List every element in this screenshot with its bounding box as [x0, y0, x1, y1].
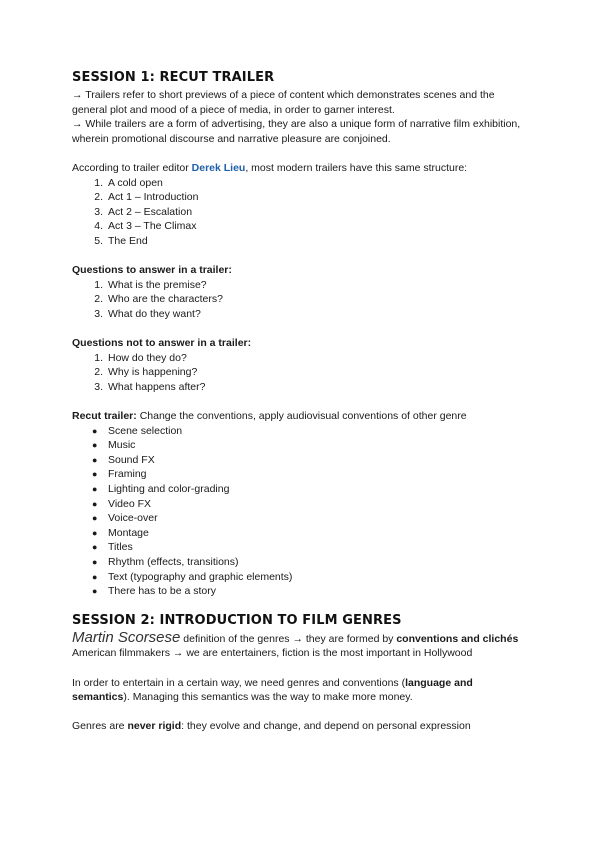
list-item: 1. What is the premise?	[94, 278, 207, 291]
not-answer-heading: Questions not to answer in a trailer:	[72, 337, 252, 350]
list-item: ● Voice-over	[92, 512, 158, 525]
recut-definition: Recut trailer: Change the conventions, apply audiovisual conventions of other genre	[72, 410, 467, 423]
list-item: ● Music	[92, 439, 136, 452]
list-item: 1. How do they do?	[94, 351, 187, 364]
recut-list	[72, 424, 528, 599]
not-answer-list	[72, 351, 528, 395]
list-item: ● Montage	[92, 526, 149, 539]
american-filmmakers: American filmmakers → we are entertainers, fiction is the most important in Hollywood	[72, 647, 473, 660]
trailer-intro-2: → While trailers are a form of advertising, they are also a unique form of narrative film exhibition, wherein promotional discourse and narrative pleasure are conjoined.	[72, 118, 521, 145]
session2-title: SESSION 2: INTRODUCTION TO FILM GENRES	[72, 612, 402, 628]
scorsese-definition: Martin Scorsese definition of the genres → they are formed by conventions and clichés	[72, 628, 519, 646]
list-item: ● There has to be a story	[92, 585, 216, 598]
list-item: ● Text (typography and graphic elements)	[92, 570, 293, 583]
list-item: ● Framing	[92, 468, 147, 481]
structure-list	[72, 176, 528, 249]
list-item: 1. A cold open	[94, 176, 163, 189]
answer-heading: Questions to answer in a trailer:	[72, 264, 232, 277]
list-item: ● Video FX	[92, 497, 151, 510]
list-item: 3. Act 2 – Escalation	[94, 205, 193, 218]
list-item: 2. Act 1 – Introduction	[94, 191, 199, 204]
document-page	[72, 70, 528, 734]
list-item: 4. Act 3 – The Climax	[94, 220, 197, 233]
list-item: 3. What happens after?	[94, 380, 206, 393]
list-item: 2. Who are the characters?	[94, 293, 223, 306]
list-item: ● Lighting and color-grading	[92, 483, 230, 496]
genres-paragraph: Genres are never rigid: they evolve and change, and depend on personal expression	[72, 720, 471, 733]
list-item: 2. Why is happening?	[94, 366, 198, 379]
list-item: ● Sound FX	[92, 453, 155, 466]
list-item: ● Rhythm (effects, transitions)	[92, 556, 239, 568]
list-item: 5. The End	[94, 234, 148, 247]
derek-lieu-link[interactable]: Derek Lieu	[191, 161, 246, 174]
session1-title: SESSION 1: RECUT TRAILER	[72, 70, 275, 85]
entertain-paragraph: In order to entertain in a certain way, we need genres and conventions (language and semantics). Managing this semantics was the way to make more money.	[72, 676, 473, 704]
answer-list	[72, 278, 528, 322]
list-item: ● Scene selection	[92, 424, 183, 437]
list-item: ● Titles	[92, 541, 133, 554]
structure-intro: According to trailer editor Derek Lieu, most modern trailers have this same structure:	[72, 161, 468, 174]
trailer-intro-1: → Trailers refer to short previews of a piece of content which demonstrates scenes and the general plot and mood of a piece of media, in order to garner interest.	[72, 89, 495, 116]
list-item: 3. What do they want?	[94, 307, 201, 320]
